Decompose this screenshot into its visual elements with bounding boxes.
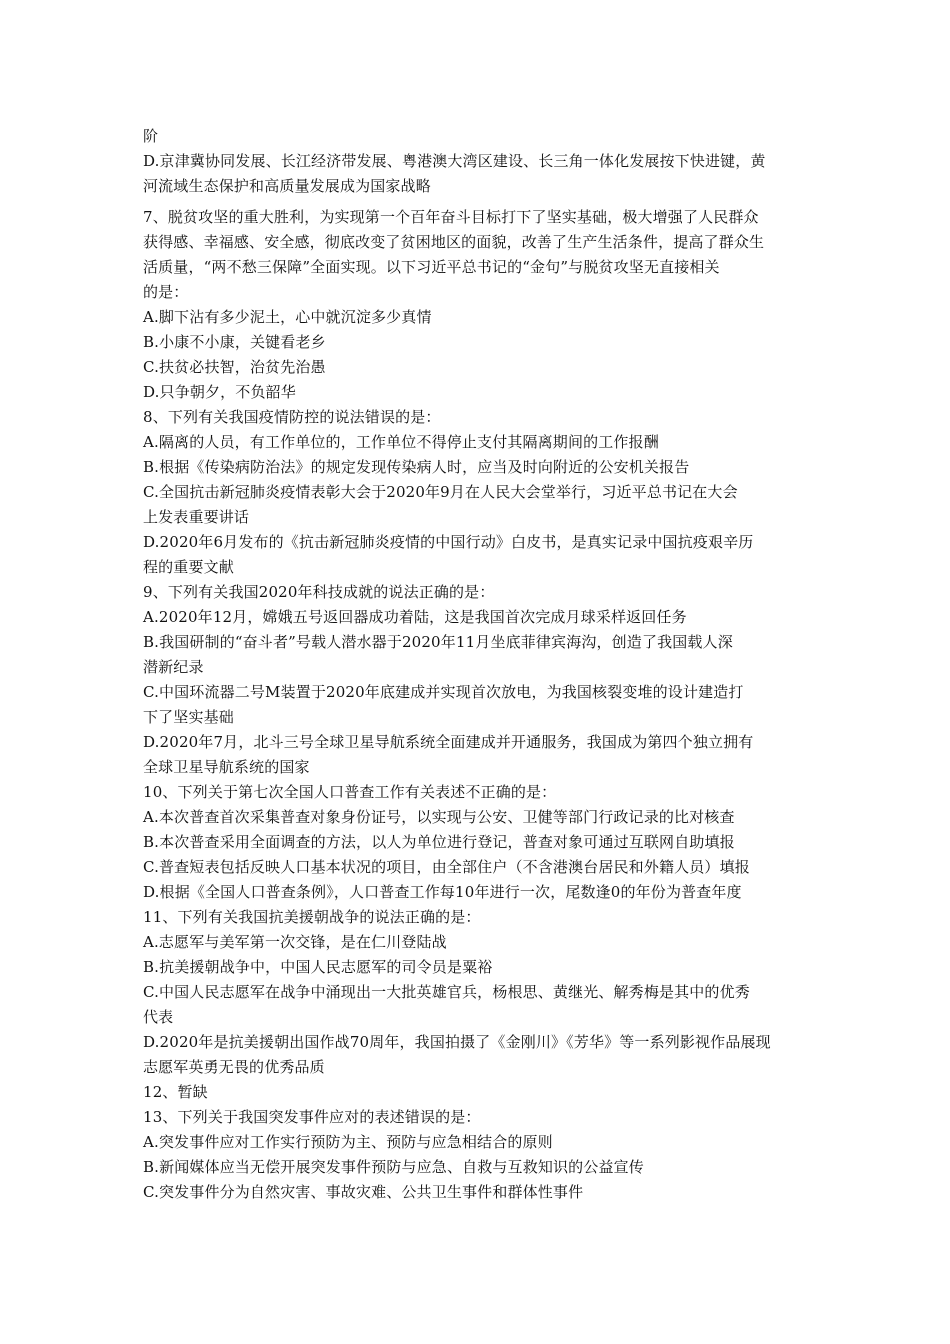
text-line: 志愿军英勇无畏的优秀品质 xyxy=(143,1058,325,1076)
text-line: 阶 xyxy=(143,127,159,145)
question-11-stem: 11、下列有关我国抗美援朝战争的说法正确的是： xyxy=(143,908,481,926)
option-line: A.2020年12月，嫦娥五号返回器成功着陆，这是我国首次完成月球采样返回任务 xyxy=(143,608,687,626)
text-line: 潜新纪录 xyxy=(143,658,204,676)
option-line: C.中国人民志愿军在战争中涌现出一大批英雄官兵，杨根思、黄继光、解秀梅是其中的优秀 xyxy=(143,983,750,1001)
option-line: A.本次普查首次采集普查对象身份证号，以实现与公安、卫健等部门行政记录的比对核查 xyxy=(143,808,735,826)
question-12-stem: 12、暂缺 xyxy=(143,1083,208,1101)
question-7-stem: 7、脱贫攻坚的重大胜利，为实现第一个百年奋斗目标打下了坚实基础，极大增强了人民群众 xyxy=(143,208,759,226)
question-8-stem: 8、下列有关我国疫情防控的说法错误的是： xyxy=(143,408,441,426)
option-line: C.扶贫必扶智，治贫先治愚 xyxy=(143,358,326,376)
document-page xyxy=(143,124,815,1205)
text-line: 河流域生态保护和高质量发展成为国家战略 xyxy=(143,177,431,195)
option-line: C.普查短表包括反映人口基本状况的项目，由全部住户（不含港澳台居民和外籍人员）填报 xyxy=(143,858,750,876)
text-line: 代表 xyxy=(143,1008,174,1026)
option-line: B.抗美援朝战争中，中国人民志愿军的司令员是粟裕 xyxy=(143,958,493,976)
text-line: 的是： xyxy=(143,283,189,301)
question-13-stem: 13、下列关于我国突发事件应对的表述错误的是： xyxy=(143,1108,481,1126)
option-line: D.2020年7月，北斗三号全球卫星导航系统全面建成并开通服务，我国成为第四个独立拥有 xyxy=(143,733,754,751)
text-line: 全球卫星导航系统的国家 xyxy=(143,758,310,776)
option-line: C.突发事件分为自然灾害、事故灾难、公共卫生事件和群体性事件 xyxy=(143,1183,584,1201)
option-line: A.突发事件应对工作实行预防为主、预防与应急相结合的原则 xyxy=(143,1133,553,1151)
option-line: B.我国研制的“奋斗者”号载人潜水器于2020年11月坐底菲律宾海沟，创造了我国载人深 xyxy=(143,633,733,651)
text-line: 下了坚实基础 xyxy=(143,708,234,726)
option-line: D.根据《全国人口普查条例》，人口普查工作每10年进行一次，尾数逢0的年份为普查年度 xyxy=(143,883,742,901)
option-line: D.只争朝夕，不负韶华 xyxy=(143,383,296,401)
text-line: 程的重要文献 xyxy=(143,558,234,576)
option-line: C.全国抗击新冠肺炎疫情表彰大会于2020年9月在人民大会堂举行，习近平总书记在大会 xyxy=(143,483,738,501)
option-line: D.2020年6月发布的《抗击新冠肺炎疫情的中国行动》白皮书，是真实记录中国抗疫艰辛历 xyxy=(143,533,754,551)
option-line: A.脚下沾有多少泥土，心中就沉淀多少真情 xyxy=(143,308,432,326)
option-line: B.新闻媒体应当无偿开展突发事件预防与应急、自救与互救知识的公益宣传 xyxy=(143,1158,644,1176)
option-line: D.京津冀协同发展、长江经济带发展、粤港澳大湾区建设、长三角一体化发展按下快进键，黄 xyxy=(143,152,766,170)
question-9-stem: 9、下列有关我国2020年科技成就的说法正确的是： xyxy=(143,583,495,601)
question-10-stem: 10、下列关于第七次全国人口普查工作有关表述不正确的是： xyxy=(143,783,557,801)
text-line: 上发表重要讲话 xyxy=(143,508,250,526)
option-line: B.本次普查采用全面调查的方法，以人为单位进行登记，普查对象可通过互联网自助填报 xyxy=(143,833,735,851)
option-line: B.根据《传染病防治法》的规定发现传染病人时，应当及时向附近的公安机关报告 xyxy=(143,458,690,476)
option-line: C.中国环流器二号M装置于2020年底建成并实现首次放电，为我国核裂变堆的设计建造打 xyxy=(143,683,744,701)
option-line: A.隔离的人员，有工作单位的，工作单位不得停止支付其隔离期间的工作报酬 xyxy=(143,433,659,451)
text-line: 获得感、幸福感、安全感，彻底改变了贫困地区的面貌，改善了生产生活条件，提高了群众生 xyxy=(143,233,765,251)
option-line: D.2020年是抗美援朝出国作战70周年，我国拍摄了《金刚川》《芳华》等一系列影视作品展现 xyxy=(143,1033,771,1051)
option-line: B.小康不小康，关键看老乡 xyxy=(143,333,326,351)
option-line: A.志愿军与美军第一次交锋，是在仁川登陆战 xyxy=(143,933,447,951)
text-line: 活质量，“两不愁三保障”全面实现。以下习近平总书记的“金句”与脱贫攻坚无直接相关 xyxy=(143,258,720,276)
